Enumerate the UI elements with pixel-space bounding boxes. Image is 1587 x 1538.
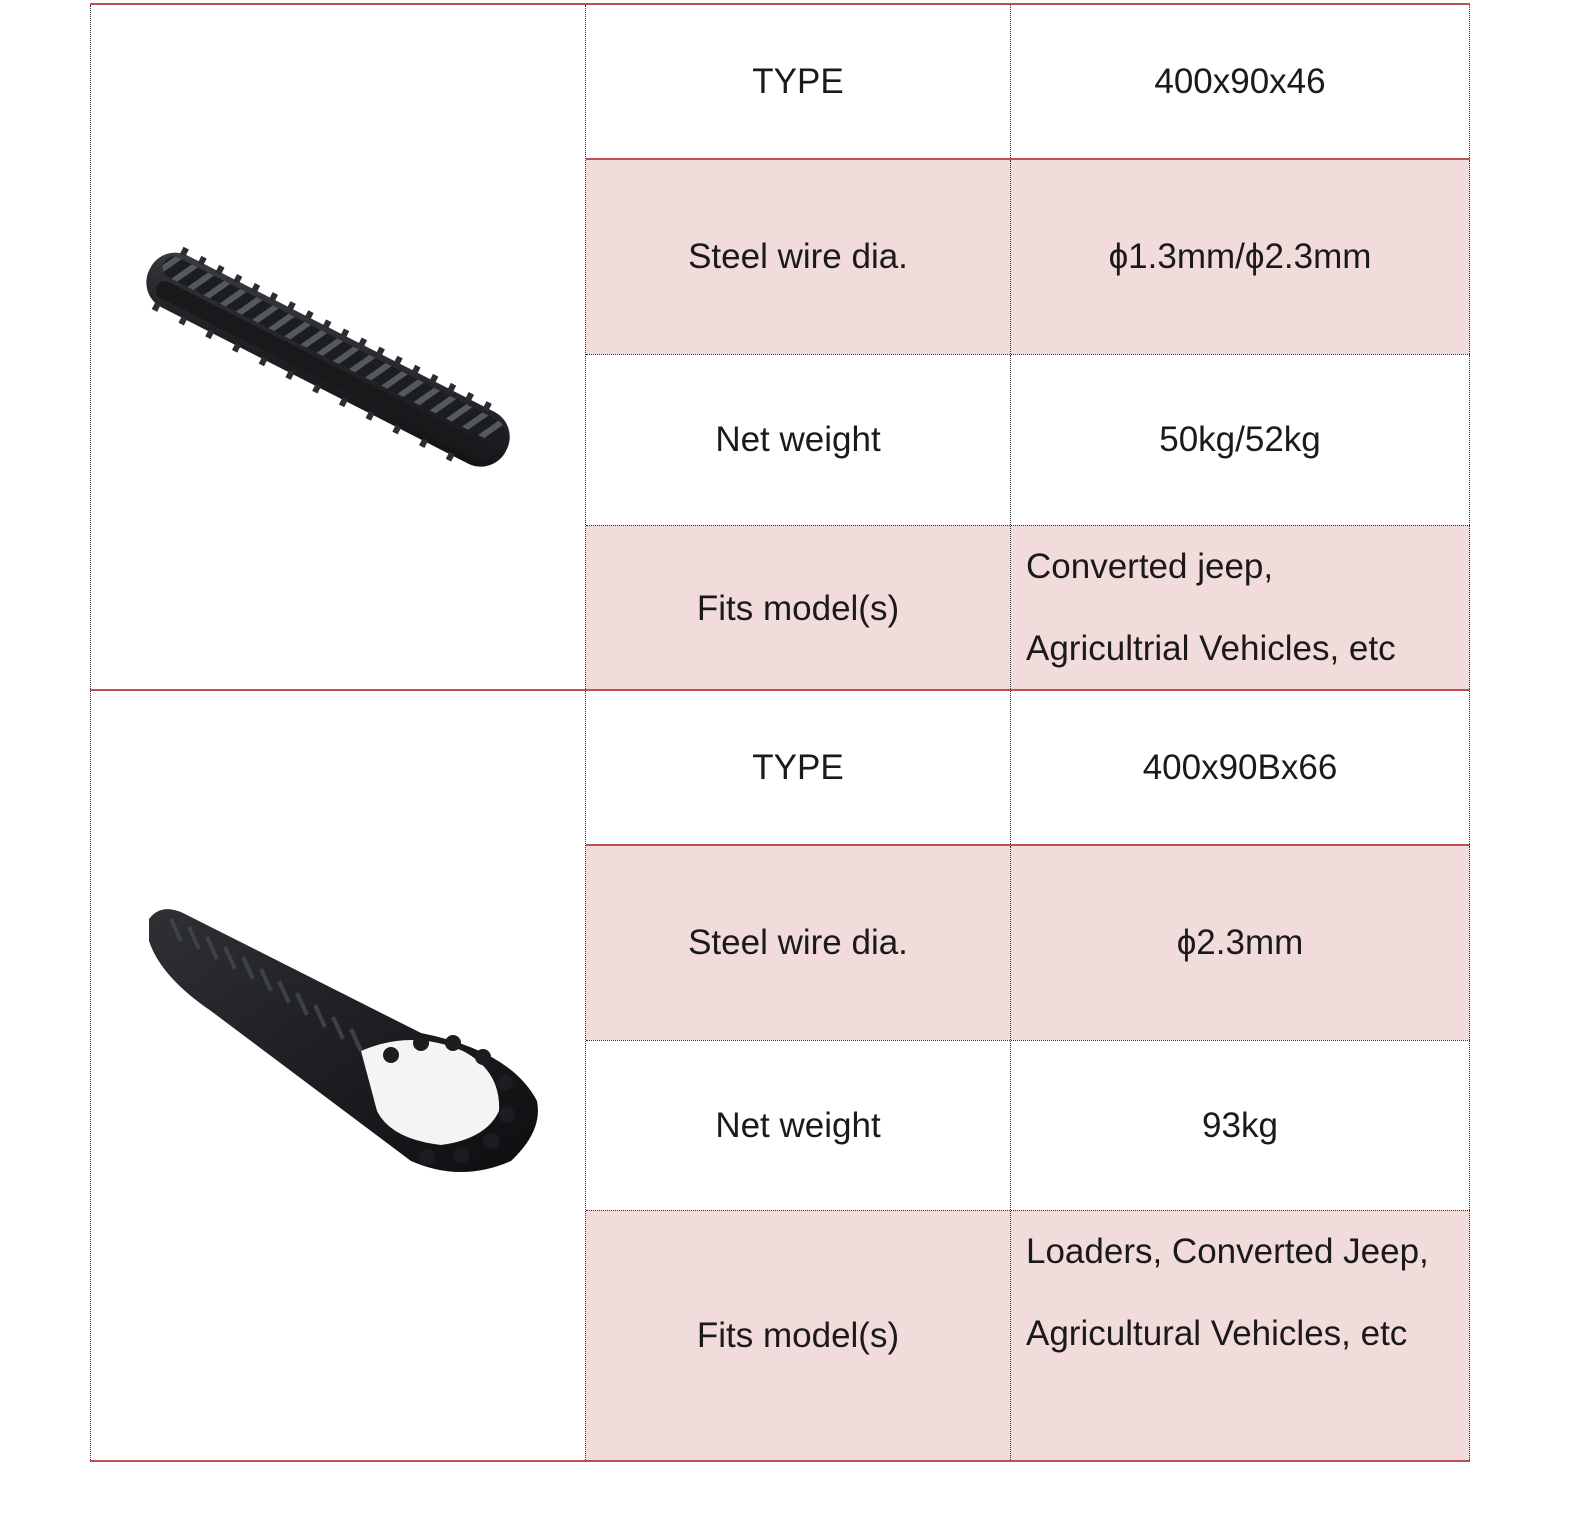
spec-label: Steel wire dia. (586, 160, 1011, 354)
spec-row-steel-wire (586, 844, 1470, 1040)
spec-row-steel-wire (586, 158, 1470, 354)
fits-line: Loaders, Converted Jeep, (1026, 1232, 1429, 1271)
spec-row-net-weight (586, 354, 1470, 525)
spec-label: Net weight (586, 1041, 1011, 1210)
product-block (90, 3, 1470, 691)
spec-label: Fits model(s) (586, 1211, 1011, 1460)
spec-label: TYPE (586, 5, 1011, 158)
spec-label: Steel wire dia. (586, 846, 1011, 1040)
spec-label: Net weight (586, 355, 1011, 525)
spec-row-net-weight (586, 1040, 1470, 1210)
spec-label: TYPE (586, 691, 1011, 844)
fits-line: Agricultrial Vehicles, etc (1026, 629, 1396, 668)
product-block (90, 689, 1470, 1462)
spec-value (1011, 1211, 1470, 1460)
fits-line: Converted jeep, (1026, 547, 1274, 586)
rubber-track-icon (91, 5, 587, 691)
product-image-cell (90, 691, 586, 1460)
spec-row-type (586, 691, 1470, 844)
fits-line: Agricultural Vehicles, etc (1026, 1314, 1408, 1353)
spec-value: ϕ1.3mm/ϕ2.3mm (1011, 160, 1470, 354)
spec-row-type (586, 5, 1470, 158)
spec-value: 400x90x46 (1011, 5, 1470, 158)
rubber-track-icon (91, 691, 587, 1460)
spec-value: 50kg/52kg (1011, 355, 1470, 525)
spec-label: Fits model(s) (586, 526, 1011, 691)
spec-value: 93kg (1011, 1041, 1470, 1210)
spec-value (1011, 526, 1470, 691)
spec-table (90, 3, 1470, 1460)
spec-row-fits (586, 1210, 1470, 1460)
spec-value: 400x90Bx66 (1011, 691, 1470, 844)
product-image-cell (90, 5, 586, 691)
spec-value: ϕ2.3mm (1011, 846, 1470, 1040)
spec-row-fits (586, 525, 1470, 691)
